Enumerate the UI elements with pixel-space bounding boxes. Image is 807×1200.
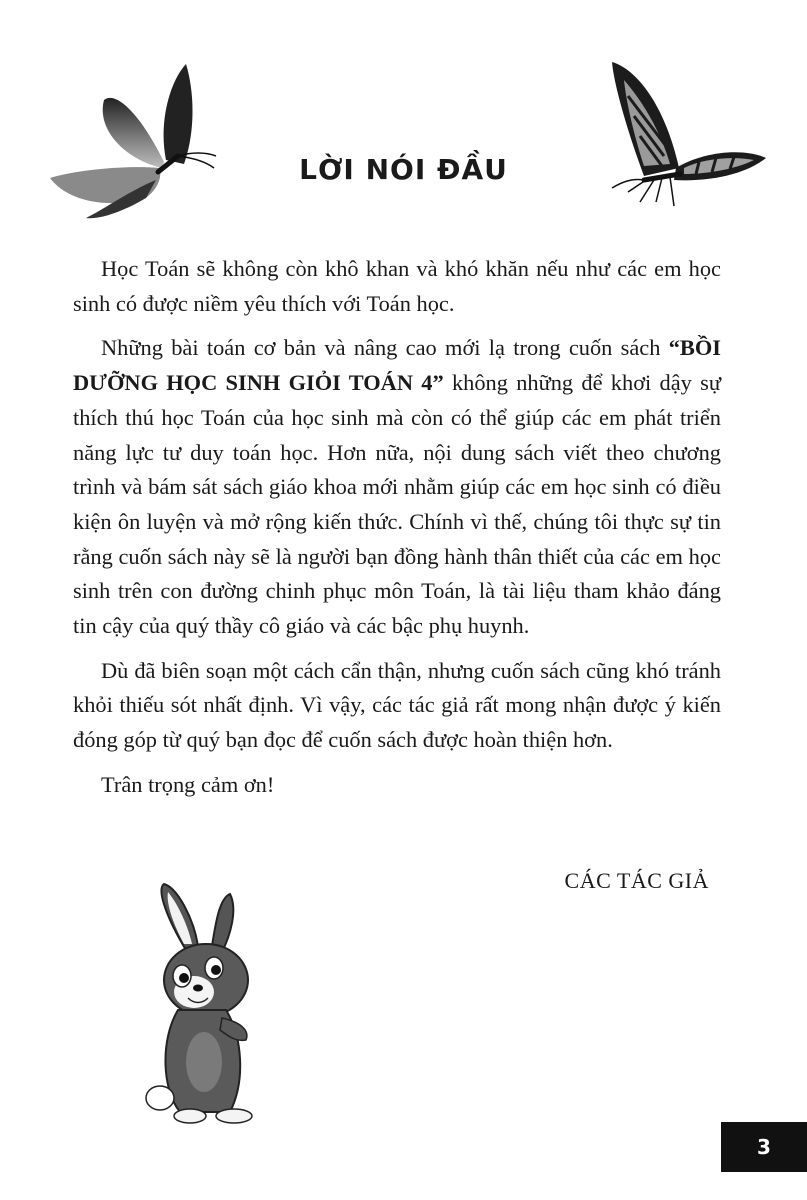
- butterfly-icon: [604, 56, 774, 216]
- page-number: 3: [721, 1122, 807, 1172]
- closing-line: Trân trọng cảm ơn!: [101, 771, 275, 797]
- paragraph-2-rest: không những để khơi dậy sự thích thú học Toán của học sinh mà còn có thể giúp các em phát triển năng lực tư duy toán học. Hơn nữa, nội dung sách viết theo chương trình và bám sát sách giáo khoa mới nhằm giúp các em học sinh có điều kiện ôn luyện và mở rộng kiến thức. Chính vì thế, chúng tôi thực sự tin rằng cuốn sách này sẽ là người bạn đồng hành thân thiết của các em học sinh trên con đường chinh phục môn Toán, là tài liệu tham khảo đáng tin cậy của quý thầy cô giáo và các bậc phụ huynh.: [73, 370, 721, 639]
- book-title: “BỒI DƯỠNG HỌC SINH GIỎI TOÁN 4”: [73, 335, 721, 396]
- preface-text: [73, 252, 721, 813]
- signature: CÁC TÁC GIẢ: [564, 868, 709, 893]
- rabbit-icon: [138, 880, 278, 1130]
- paragraph-1: Học Toán sẽ không còn khô khan và khó khăn nếu như các em học sinh có được niềm yêu thích với Toán học.: [73, 256, 721, 316]
- paragraph-3: Dù đã biên soạn một cách cẩn thận, nhưng cuốn sách cũng khó tránh khỏi thiếu sót nhất định. Vì vậy, các tác giả rất mong nhận được ý kiến đóng góp từ quý bạn đọc để cuốn sách được hoàn thiện hơn.: [73, 657, 721, 753]
- page-title: LỜI NÓI ĐẦU: [299, 152, 508, 186]
- paragraph-2: [73, 331, 721, 643]
- butterfly-icon: [46, 60, 226, 225]
- paragraph-2-start: Những bài toán cơ bản và nâng cao mới lạ trong cuốn sách: [101, 335, 669, 361]
